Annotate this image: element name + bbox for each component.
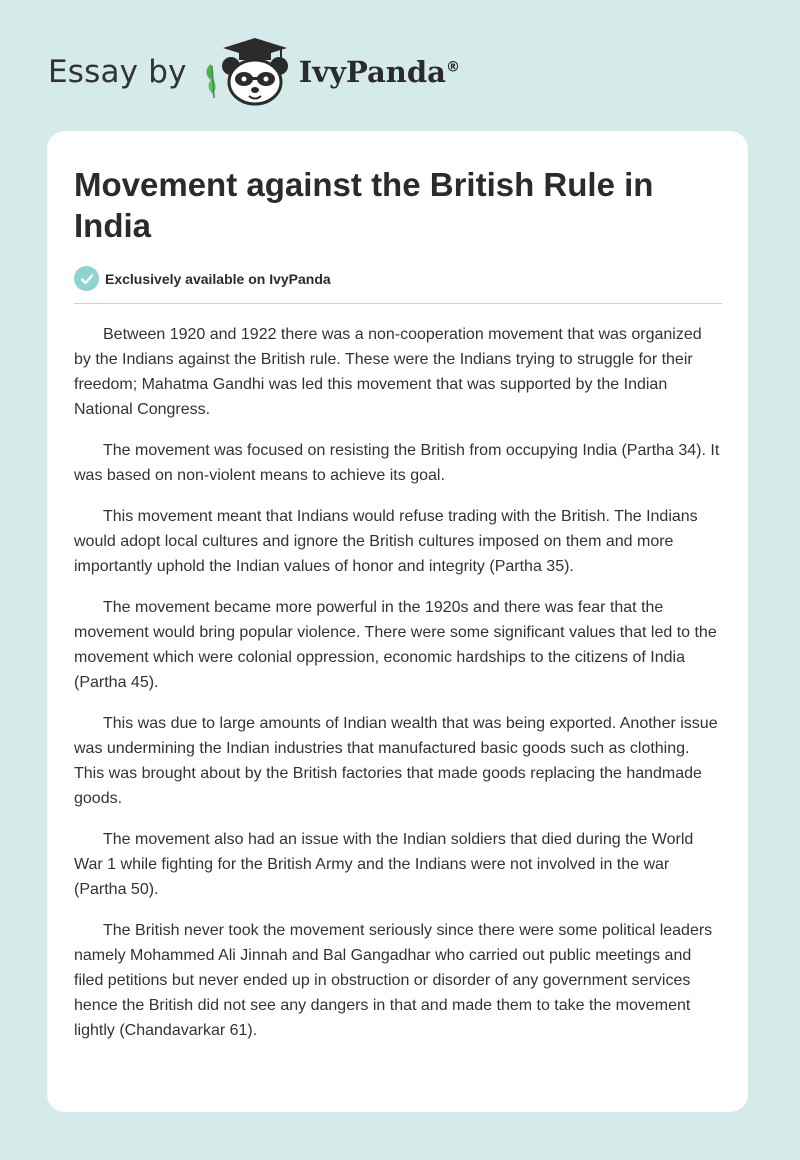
essay-by-label: Essay by — [48, 54, 187, 90]
paragraph: The British never took the movement seriously since there were some political leaders namely Mohammed Ali Jinnah and Bal Gangadhar who carried out public meetings and filed petitions but never ended up in obstruction or disorder of any government services hence the British did not see any dangers in that and made them to take the movement lightly (Chandavarkar 61). — [74, 922, 713, 1039]
paragraph: This was due to large amounts of Indian wealth that was being exported. Another issue was undermining the Indian industries that manufactured basic goods such as clothing. This was brought about by the British factories that made goods replacing the handmade goods. — [74, 715, 718, 807]
registered-mark: ® — [445, 59, 460, 76]
panda-logo-icon[interactable] — [201, 36, 297, 108]
exclusive-badge — [74, 266, 722, 304]
paragraph: This movement meant that Indians would refuse trading with the British. The Indians would adopt local cultures and ignore the British cultures imposed on them and more importantly uphold the Indian values of honor and integrity (Partha 35). — [74, 508, 698, 575]
paragraph: Between 1920 and 1922 there was a non-cooperation movement that was organized by the Indians against the British rule. These were the Indians trying to struggle for their freedom; Mahatma Gandhi was led this movement that was supported by the Indian National Congress. — [74, 326, 702, 418]
paragraph: The movement also had an issue with the Indian soldiers that died during the World War 1 while fighting for the British Army and the Indians were not involved in the war (Partha 50). — [74, 831, 694, 898]
brand-name[interactable]: IvyPanda® — [298, 55, 460, 89]
check-icon — [74, 266, 99, 291]
page-title: Movement against the British Rule in India — [74, 166, 654, 244]
essay-body — [74, 322, 722, 1043]
paragraph: The movement became more powerful in the 1920s and there was fear that the movement would bring popular violence. There were some significant values that led to the movement which were colonial oppression, economic hardships to the citizens of India (Partha 45). — [74, 599, 717, 691]
essay-card — [47, 131, 748, 1112]
paragraph: The movement was focused on resisting the British from occupying India (Partha 34). It was based on non-violent means to achieve its goal. — [74, 442, 720, 484]
badge-label: Exclusively available on IvyPanda — [105, 270, 331, 287]
site-header — [48, 36, 460, 108]
